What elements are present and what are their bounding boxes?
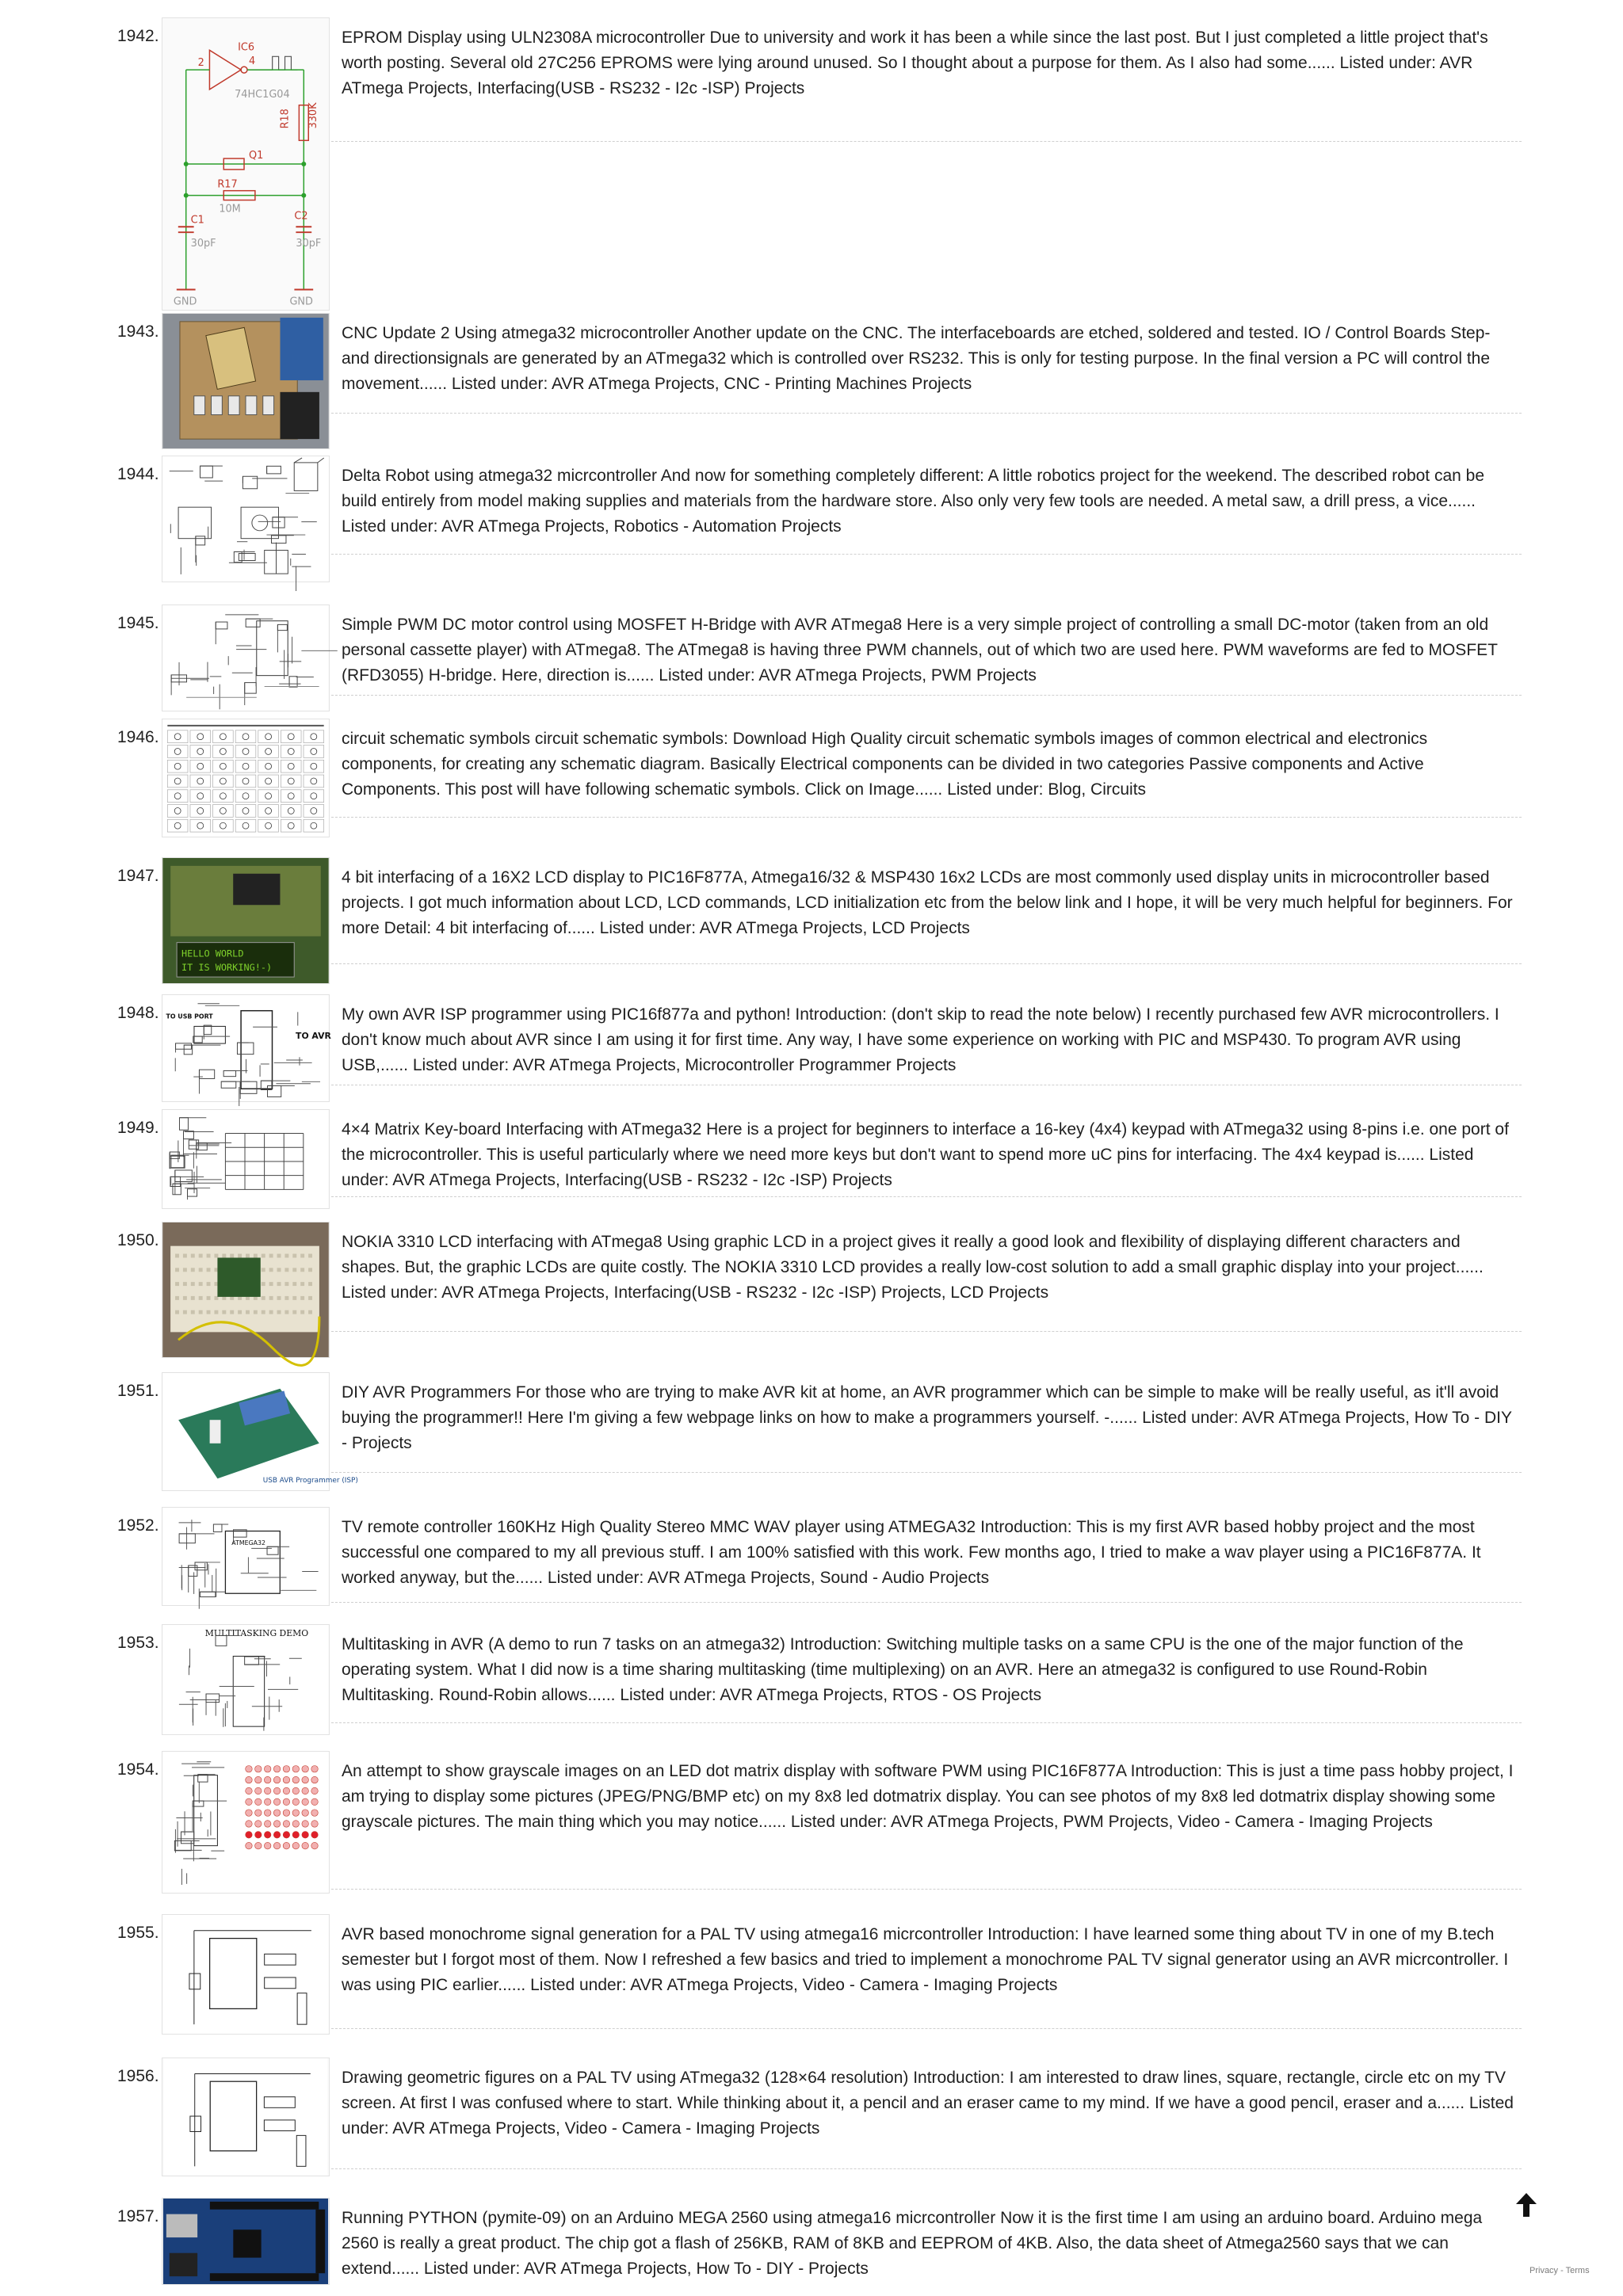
resistor-label: R17 bbox=[217, 178, 238, 191]
item-number: 1943. bbox=[117, 322, 159, 341]
list-item bbox=[0, 1371, 1623, 1489]
item-description[interactable]: Simple PWM DC motor control using MOSFET H-Bridge with AVR ATmega8 Here is a very simple project of controlling a small DC-motor (taken from an old personal cassette player) with ATmega8. The ATmega8 is having three PWM channels, out of which two are used here. PWM waveforms are fed to MOSFET (RFD3055) H-bridge. Here, direction is...... Listed under: AVR ATmega Projects, PWM Projects bbox=[342, 616, 1498, 685]
capacitor-label: C1 bbox=[190, 214, 204, 227]
item-number: 1942. bbox=[117, 27, 159, 45]
item-description[interactable]: TV remote controller 160KHz High Quality Stereo MMC WAV player using ATMEGA32 Introduction: This is my first AVR based hobby project and the most successful one compared to my all previous stuff. I am 100% satisfied with this work. Few months ago, I tried to make a wav player using a PIC16F877A. It worked anyway, but the...... Listed under: AVR ATmega Projects, Sound - Audio Projects bbox=[342, 1518, 1481, 1587]
footer-separator: - bbox=[1558, 2266, 1566, 2275]
item-thumbnail[interactable] bbox=[162, 1914, 330, 2035]
pin-label: 4 bbox=[248, 55, 256, 68]
item-separator bbox=[331, 141, 1522, 142]
list-item bbox=[0, 2056, 1623, 2175]
item-number: 1949. bbox=[117, 1119, 159, 1137]
item-thumbnail[interactable] bbox=[162, 456, 330, 582]
item-thumbnail[interactable] bbox=[162, 2058, 330, 2176]
list-item bbox=[0, 1749, 1623, 1892]
item-separator bbox=[331, 1889, 1522, 1890]
list-item bbox=[0, 856, 1623, 982]
ground-label: GND bbox=[289, 296, 313, 308]
item-description[interactable]: Delta Robot using atmega32 micrcontroller And now for something completely different: A little robotics project for the weekend. The described robot can be build entirely from model making supplies and materials from the hardware store. Also only very few tools are needed. A metal saw, a drill press, a vice...... Listed under: AVR ATmega Projects, Robotics - Automation Projects bbox=[342, 467, 1485, 536]
item-thumbnail[interactable] bbox=[162, 1109, 330, 1209]
item-thumbnail[interactable] bbox=[162, 857, 330, 984]
pwm-schematic-image bbox=[162, 605, 329, 711]
item-description[interactable]: CNC Update 2 Using atmega32 microcontroller Another update on the CNC. The interfaceboards are etched, soldered and tested. IO / Control Boards Step- and directionsignals are generated by an ATmega32 which is controlled over RS232. This is only for testing purpose. In the final version a PC will control the movement...... Listed under: AVR ATmega Projects, CNC - Printing Machines Projects bbox=[342, 324, 1491, 393]
scroll-to-top-button[interactable] bbox=[1514, 2191, 1538, 2218]
item-description[interactable]: Running PYTHON (pymite-09) on an Arduino MEGA 2560 using atmega16 micrcontroller Now it is the first time I am using an arduino board. Arduino mega 2560 is really a great product. The chip got a flash of 256KB, RAM of 8KB and EEPROM of 4KB. Also, the data sheet of Atmega2560 says that we can extend...... Listed under: AVR ATmega Projects, How To - DIY - Projects bbox=[342, 2209, 1483, 2278]
item-separator bbox=[331, 1331, 1522, 1332]
item-description[interactable]: My own AVR ISP programmer using PIC16f877a and python! Introduction: (don't skip to read the note below) I recently purchased few AVR microcontrollers. I don't know much about AVR since I am using it for first time. Any way, I have some experience on working with PIC and MSP430. To program AVR using USB,...... Listed under: AVR ATmega Projects, Microcontroller Programmer Projects bbox=[342, 1005, 1499, 1074]
item-number: 1952. bbox=[117, 1516, 159, 1535]
item-thumbnail[interactable] bbox=[162, 313, 330, 449]
ic-label: IC6 bbox=[238, 41, 255, 54]
list-item bbox=[0, 16, 1623, 309]
item-number: 1944. bbox=[117, 465, 159, 483]
schematic-symbols-chart bbox=[162, 719, 329, 837]
privacy-link[interactable]: Privacy bbox=[1529, 2266, 1559, 2275]
lcd-line-1: HELLO WORLD bbox=[181, 948, 244, 959]
item-number: 1956. bbox=[117, 2067, 159, 2085]
list-item bbox=[0, 2196, 1623, 2283]
item-separator bbox=[331, 413, 1522, 414]
nokia-lcd-photo bbox=[162, 1222, 329, 1357]
item-number: 1955. bbox=[117, 1924, 159, 1942]
usb-programmer-photo bbox=[162, 1373, 358, 1490]
item-separator bbox=[331, 1472, 1522, 1473]
item-thumbnail[interactable] bbox=[162, 1751, 330, 1894]
delta-robot-drawing bbox=[162, 456, 329, 582]
item-number: 1953. bbox=[117, 1634, 159, 1652]
capacitor-value: 30pF bbox=[296, 238, 322, 250]
item-description[interactable]: An attempt to show grayscale images on an LED dot matrix display with software PWM using PIC16F877A Introduction: This is just a time pass hobby project, I am trying to display some pictures (JPEG/PNG/BMP etc) on my 8x8 led dotmatrix display. You can see photos of my 8x8 led dotmatrix display showing some grayscale pictures. The main thing which you may notice...... Listed under: AVR ATmega Projects, PWM Projects, Video - Camera - Imaging Projects bbox=[342, 1762, 1514, 1831]
wav-player-schematic bbox=[162, 1508, 329, 1605]
item-separator bbox=[331, 2168, 1522, 2169]
resistor-value: 10M bbox=[219, 203, 241, 215]
led-matrix-schematic bbox=[162, 1752, 329, 1893]
item-separator bbox=[331, 1722, 1522, 1723]
item-thumbnail[interactable] bbox=[162, 1372, 358, 1491]
list-item bbox=[0, 1505, 1623, 1604]
pin-label: 2 bbox=[197, 57, 204, 70]
item-description[interactable]: Drawing geometric figures on a PAL TV using ATmega32 (128×64 resolution) Introduction: I am interested to draw lines, square, rectangle, circle etc on my TV screen. At first I was confused where to start. While thinking about it, a pencil and an eraser came to my mind. If we have a good pencil, eraser and a...... Listed under: AVR ATmega Projects, Video - Camera - Imaging Projects bbox=[342, 2069, 1514, 2138]
arrow-up-icon bbox=[1514, 2191, 1538, 2218]
resistor-value: 330K bbox=[307, 102, 320, 129]
item-number: 1947. bbox=[117, 867, 159, 885]
item-separator bbox=[331, 817, 1522, 818]
lcd-line-2: IT IS WORKING!-) bbox=[181, 962, 273, 974]
avr-label: TO AVR bbox=[296, 1031, 331, 1042]
list-item bbox=[0, 454, 1623, 581]
list-item bbox=[0, 1108, 1623, 1207]
item-separator bbox=[331, 2028, 1522, 2029]
item-number: 1945. bbox=[117, 614, 159, 632]
item-number: 1946. bbox=[117, 728, 159, 746]
item-thumbnail[interactable] bbox=[162, 994, 330, 1102]
isp-schematic-image bbox=[162, 995, 329, 1101]
item-separator bbox=[331, 963, 1522, 964]
item-number: 1950. bbox=[117, 1231, 159, 1249]
programmer-caption: USB AVR Programmer (ISP) bbox=[262, 1477, 358, 1486]
list-item bbox=[0, 311, 1623, 448]
item-description[interactable]: EPROM Display using ULN2308A microcontroller Due to university and work it has been a while since the last post. But I just completed a little project that's worth posting. Several old 27C256 EPROMS were lying around unused. So I thought about a purpose for them. As I also had some...... Listed under: AVR ATmega Projects, Interfacing(USB - RS232 - I2c -ISP) Projects bbox=[342, 29, 1488, 97]
item-separator bbox=[331, 1196, 1522, 1197]
ground-label: GND bbox=[173, 296, 197, 308]
item-description[interactable]: NOKIA 3310 LCD interfacing with ATmega8 Using graphic LCD in a project gives it really a good look and flexibility of displaying different characters and shapes. But, the graphic LCDs are quite costly. The NOKIA 3310 LCD provides a really low-cost solution to add a small graphic display into your project...... Listed under: AVR ATmega Projects, Interfacing(USB - RS232 - I2c -ISP) Projects, LCD Projects bbox=[342, 1233, 1484, 1302]
lcd-photo bbox=[162, 858, 329, 983]
item-separator bbox=[331, 1602, 1522, 1603]
diagram-heading: MULTITASKING DEMO bbox=[204, 1627, 309, 1638]
item-separator bbox=[331, 554, 1522, 555]
item-thumbnail[interactable] bbox=[162, 2198, 330, 2285]
item-thumbnail[interactable] bbox=[162, 1222, 330, 1358]
item-number: 1954. bbox=[117, 1760, 159, 1779]
list-item bbox=[0, 1913, 1623, 2033]
item-thumbnail[interactable] bbox=[162, 17, 330, 311]
chip-label: 74HC1G04 bbox=[235, 88, 290, 101]
eprom-schematic-image bbox=[162, 18, 329, 310]
capacitor-label: C2 bbox=[294, 210, 308, 223]
item-description[interactable]: 4×4 Matrix Key-board Interfacing with ATmega32 Here is a project for beginners to interface a 16-key (4x4) keypad with ATmega32 using 8-pins i.e. one port of the microcontroller. This is useful particularly where we need more keys but don't want to spend more uC pins for interfacing. The 4x4 keypad is...... Listed under: AVR ATmega Projects, Interfacing(USB - RS232 - I2c -ISP) Projects bbox=[342, 1120, 1509, 1189]
item-thumbnail[interactable] bbox=[162, 605, 330, 711]
item-description[interactable]: Multitasking in AVR (A demo to run 7 tasks on an atmega32) Introduction: Switching multiple tasks on a same CPU is the one of the major function of the operating system. What I did now is a time sharing multitasking (time multiplexing) on an AVR. Here an atmega32 is configured to use Round-Robin Multitasking. Round-Robin allows...... Listed under: AVR ATmega Projects, RTOS - OS Projects bbox=[342, 1635, 1464, 1704]
item-number: 1951. bbox=[117, 1382, 159, 1400]
list-item bbox=[0, 603, 1623, 710]
keypad-schematic-image bbox=[162, 1110, 329, 1208]
item-description[interactable]: circuit schematic symbols circuit schematic symbols: Download High Quality circuit schematic symbols images of common electrical and electronics components, for creating any schematic diagram. Basically Electrical components can be divided in two categories Passive components and Active Components. This post will have following schematic symbols. Click on Image...... Listed under: Blog, Circuits bbox=[342, 730, 1428, 799]
item-thumbnail[interactable] bbox=[162, 1624, 330, 1735]
cnc-board-image bbox=[162, 314, 329, 448]
list-item bbox=[0, 993, 1623, 1100]
tv-signal-schematic bbox=[162, 1915, 329, 2034]
item-number: 1957. bbox=[117, 2207, 159, 2225]
resistor-label: R18 bbox=[279, 109, 292, 129]
tv-drawing-schematic bbox=[162, 2058, 329, 2176]
item-separator bbox=[331, 695, 1522, 696]
item-description[interactable]: DIY AVR Programmers For those who are trying to make AVR kit at home, an AVR programmer which can be simple to make will be really useful, as it'll avoid buying the programmer!! Here I'm giving a few webpage links on how to make a programmers yourself. -...... Listed under: AVR ATmega Projects, How To - DIY - Projects bbox=[342, 1383, 1512, 1452]
list-item bbox=[0, 1220, 1623, 1356]
item-description[interactable]: 4 bit interfacing of a 16X2 LCD display to PIC16F877A, Atmega16/32 & MSP430 16x2 LCDs are most commonly used display units in microcontroller based projects. I got much information about LCD, LCD commands, LCD initialization etc from the below link and I hope, it will be very much helpful for beginners. For more Detail: 4 bit interfacing of...... Listed under: AVR ATmega Projects, LCD Projects bbox=[342, 868, 1513, 937]
recaptcha-footer bbox=[1529, 2266, 1590, 2275]
list-item bbox=[0, 1623, 1623, 1733]
terms-link[interactable]: Terms bbox=[1565, 2266, 1590, 2275]
arduino-mega-photo bbox=[162, 2199, 329, 2284]
item-thumbnail[interactable] bbox=[162, 719, 330, 837]
multitasking-schematic bbox=[162, 1625, 329, 1734]
item-thumbnail[interactable] bbox=[162, 1507, 330, 1606]
crystal-label: Q1 bbox=[248, 150, 264, 162]
list-item bbox=[0, 717, 1623, 836]
usb-port-label: TO USB PORT bbox=[166, 1013, 213, 1020]
item-number: 1948. bbox=[117, 1004, 159, 1022]
capacitor-value: 30pF bbox=[190, 238, 216, 250]
item-description[interactable]: AVR based monochrome signal generation for a PAL TV using atmega16 micrcontroller Introduction: I have learned some thing about TV in one of my B.tech semester but I forgot most of them. Now I refreshed a few basics and tried to implement a monochrome PAL TV signal generator using an AVR micrcontroller. I was using PIC earlier...... Listed under: AVR ATmega Projects, Video - Camera - Imaging Projects bbox=[342, 1925, 1509, 1994]
chip-label: ATMEGA32 bbox=[231, 1539, 266, 1547]
